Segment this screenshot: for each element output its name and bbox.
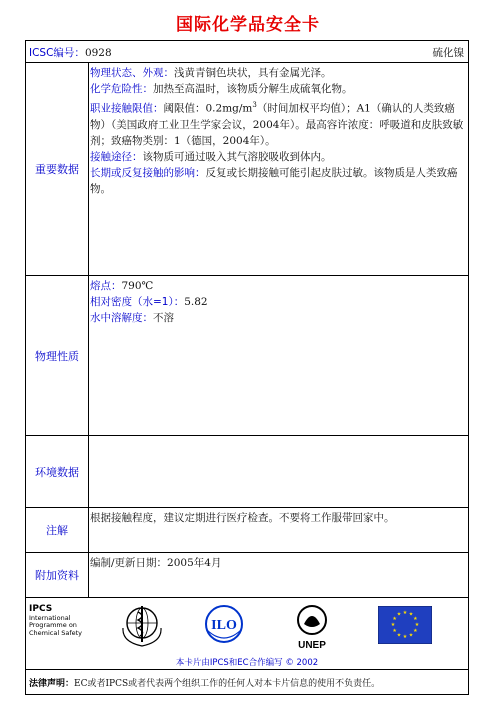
- who-emblem-icon: [118, 602, 166, 648]
- ipcs-logo: [29, 606, 82, 637]
- long-term-effects: [90, 165, 466, 197]
- svg-text:★: ★: [413, 628, 418, 634]
- svg-text:★: ★: [396, 632, 402, 639]
- field-key: 相对密度（水=1）：: [90, 296, 185, 308]
- ipcs-line: International: [29, 613, 71, 622]
- svg-text:★: ★: [402, 634, 408, 640]
- physical-state: [90, 65, 466, 81]
- field-value: 该物质可通过吸入其气溶胶吸收到体内。: [142, 150, 332, 163]
- relative-density: [90, 294, 466, 310]
- unep-text: UNEP: [298, 640, 326, 651]
- section-label: 附加资料: [26, 553, 89, 597]
- field-value: 反复或长期接触可能引起皮肤过敏。该物质是人类致癌物。: [90, 166, 458, 195]
- eu-flag-icon: [378, 606, 432, 644]
- field-key: 长期或反复接触的影响：: [90, 166, 206, 179]
- svg-text:★: ★: [392, 616, 397, 622]
- ipcs-title: IPCS: [29, 604, 53, 614]
- card-frame: [25, 40, 469, 695]
- additional-text: 编制/更新日期：2005年4月: [90, 557, 222, 569]
- section-label: 注解: [26, 508, 89, 552]
- unep-emblem-icon: [290, 602, 334, 652]
- field-value: 阈限值：0.2mg/m: [163, 102, 253, 115]
- svg-text:★: ★: [402, 610, 408, 616]
- section-notes: [26, 508, 468, 553]
- water-solubility: [90, 310, 466, 326]
- ilo-text: ILO: [211, 618, 237, 633]
- field-value: 加热至高温时，该物质分解生成硫氧化物。: [153, 83, 353, 95]
- credit-line: 本卡片由IPCS和EC合作编写 © 2002: [175, 658, 319, 668]
- legal-row: [26, 670, 468, 694]
- field-key: 职业接触限值：: [90, 102, 164, 115]
- ipcs-line: Chemical Safety: [29, 628, 83, 637]
- svg-text:★: ★: [408, 632, 414, 639]
- icsc-number: [29, 45, 112, 60]
- field-key: 化学危险性：: [90, 83, 153, 95]
- ipcs-line: Programme on: [29, 621, 77, 629]
- field-value: （时间加权平均值）；A1（确认的人类致癌物）（美国政府工业卫生学家会议，2004年）。最高容许浓度：呼吸道和皮肤致敏剂；致癌物类别：1（德国，2004年）。: [90, 102, 464, 147]
- melting-point: [90, 278, 466, 294]
- chemical-hazard: [90, 81, 466, 97]
- icsc-value: 0928: [84, 47, 112, 59]
- section-important: [26, 63, 468, 276]
- field-value: 5.82: [184, 296, 208, 308]
- ilo-emblem-icon: [202, 602, 246, 648]
- field-value: 浅黄青铜色块状，具有金属光泽。: [174, 67, 332, 79]
- section-label: 重要数据: [26, 63, 89, 275]
- svg-text:★: ★: [414, 622, 420, 628]
- section-label: 物理性质: [26, 276, 89, 435]
- section-physical: [26, 276, 468, 436]
- card-title: 国际化学品安全卡: [176, 15, 320, 35]
- icsc-label: ICSC编号：: [29, 47, 85, 59]
- section-content: [90, 65, 466, 197]
- field-value: 790℃: [121, 280, 154, 292]
- field-key: 熔点：: [90, 280, 122, 292]
- chemical-name: 硫化镍: [432, 47, 464, 59]
- field-key: 物理状态、外观：: [90, 67, 174, 79]
- legal-notice: [29, 676, 380, 689]
- exposure-route: [90, 149, 466, 165]
- section-label: 环境数据: [26, 436, 89, 507]
- section-environment: [26, 436, 468, 508]
- logo-strip: [26, 598, 468, 670]
- legal-key: 法律声明：: [29, 679, 75, 689]
- section-additional: [26, 553, 468, 598]
- header-row: [26, 41, 468, 63]
- svg-text:★: ★: [392, 628, 397, 634]
- field-key: 水中溶解度：: [90, 312, 153, 324]
- exposure-limits: [90, 97, 466, 149]
- legal-text: EC或者IPCS或者代表两个组织工作的任何人对本卡片信息的使用不负责任。: [74, 679, 381, 689]
- notes-text: 根据接触程度，建议定期进行医疗检查。不要将工作服带回家中。: [90, 512, 395, 524]
- section-content: [90, 278, 466, 326]
- field-value: 不溶: [153, 312, 174, 324]
- superscript: 3: [252, 101, 257, 109]
- field-key: 接触途径：: [90, 150, 143, 163]
- svg-text:★: ★: [390, 622, 396, 628]
- svg-text:★: ★: [413, 616, 418, 622]
- svg-text:★: ★: [408, 611, 414, 618]
- svg-text:★: ★: [396, 611, 402, 618]
